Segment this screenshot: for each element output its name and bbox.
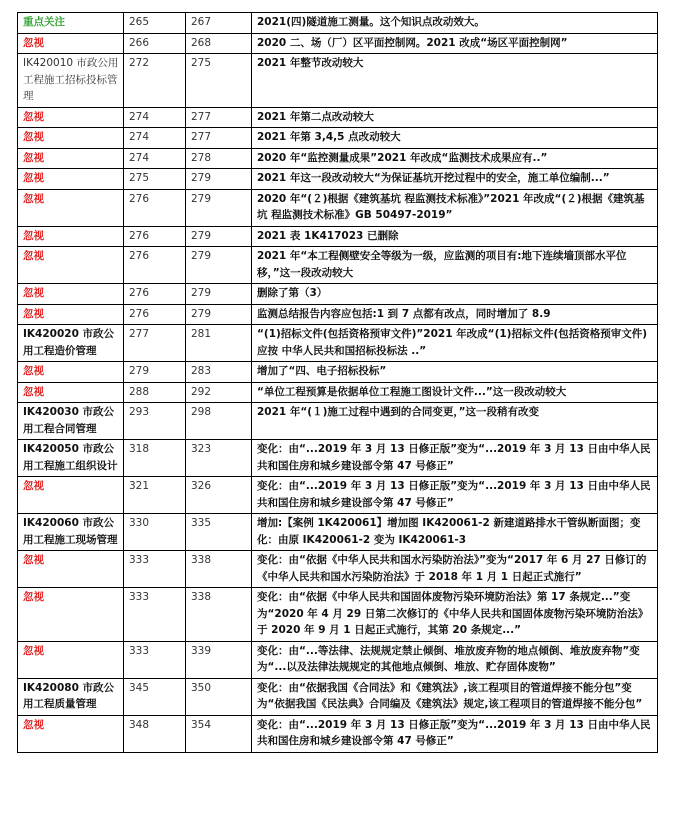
category-cell: 忽视 xyxy=(18,304,124,325)
old-page-cell: 265 xyxy=(124,13,186,34)
new-page-cell: 279 xyxy=(186,189,252,226)
table-row xyxy=(18,107,658,128)
change-description-cell: 2020 年“(２)根据《建筑基坑 程监测技术标准》”2021 年改成“(２)根据《建筑基坑 程监测技术标准》GB 50497-2019” xyxy=(252,189,658,226)
new-page-cell: 338 xyxy=(186,588,252,642)
table-row xyxy=(18,226,658,247)
category-cell: IK420010 市政公用工程施工招标投标管理 xyxy=(18,54,124,108)
old-page-cell: 276 xyxy=(124,284,186,305)
new-page-cell: 279 xyxy=(186,304,252,325)
old-page-cell: 272 xyxy=(124,54,186,108)
change-description-cell: 变化：由“依据《中华人民共和国水污染防治法》”变为“2017 年 6 月 27 日修订的《中华人民共和国水污染防治法》于 2018 年 1 月 1 日起正式施行” xyxy=(252,551,658,588)
new-page-cell: 323 xyxy=(186,440,252,477)
old-page-cell: 276 xyxy=(124,247,186,284)
old-page-cell: 274 xyxy=(124,148,186,169)
table-row xyxy=(18,13,658,34)
table-row xyxy=(18,477,658,514)
change-description-cell: 变化：由“依据我国《合同法》和《建筑法》,该工程项目的管道焊接不能分包”变为“依据我国《民法典》合同编及《建筑法》规定,该工程项目的管道焊接不能分包” xyxy=(252,678,658,715)
new-page-cell: 279 xyxy=(186,284,252,305)
change-description-cell: “单位工程预算是依据单位工程施工图设计文件...”这一段改动较大 xyxy=(252,382,658,403)
new-page-cell: 335 xyxy=(186,514,252,551)
old-page-cell: 333 xyxy=(124,641,186,678)
change-description-cell: 2020 年“监控测量成果”2021 年改成“监测技术成果应有..” xyxy=(252,148,658,169)
old-page-cell: 333 xyxy=(124,551,186,588)
new-page-cell: 354 xyxy=(186,715,252,752)
new-page-cell: 275 xyxy=(186,54,252,108)
category-cell: 忽视 xyxy=(18,551,124,588)
old-page-cell: 266 xyxy=(124,33,186,54)
change-description-cell: 2021 年第二点改动较大 xyxy=(252,107,658,128)
category-cell: 忽视 xyxy=(18,715,124,752)
category-cell: IK420050 市政公用工程施工组织设计 xyxy=(18,440,124,477)
table-row xyxy=(18,551,658,588)
new-page-cell: 277 xyxy=(186,107,252,128)
old-page-cell: 274 xyxy=(124,107,186,128)
category-cell: 忽视 xyxy=(18,588,124,642)
old-page-cell: 277 xyxy=(124,325,186,362)
old-page-cell: 345 xyxy=(124,678,186,715)
change-description-cell: 2021 年这一段改动较大“为保证基坑开挖过程中的安全，施工单位编制...” xyxy=(252,169,658,190)
table-row xyxy=(18,715,658,752)
category-cell: 忽视 xyxy=(18,382,124,403)
category-cell: 忽视 xyxy=(18,247,124,284)
change-description-cell: 变化：由“依据《中华人民共和国固体废物污染环境防治法》第 17 条规定...”变为“2020 年 4 月 29 日第二次修订的《中华人民共和国固体废物污染环境防治法》于 2020 年 9 月 1 日起正式施行，其第 20 条规定...” xyxy=(252,588,658,642)
category-cell: 忽视 xyxy=(18,33,124,54)
category-cell: IK420020 市政公用工程造价管理 xyxy=(18,325,124,362)
old-page-cell: 318 xyxy=(124,440,186,477)
old-page-cell: 274 xyxy=(124,128,186,149)
old-page-cell: 276 xyxy=(124,189,186,226)
table-row xyxy=(18,284,658,305)
new-page-cell: 279 xyxy=(186,226,252,247)
table-row xyxy=(18,128,658,149)
table-row xyxy=(18,382,658,403)
table-row xyxy=(18,304,658,325)
category-cell: 忽视 xyxy=(18,477,124,514)
table-row xyxy=(18,189,658,226)
table-row xyxy=(18,641,658,678)
category-cell: 忽视 xyxy=(18,226,124,247)
category-cell: IK420030 市政公用工程合同管理 xyxy=(18,403,124,440)
new-page-cell: 281 xyxy=(186,325,252,362)
change-description-cell: 2021(四)隧道施工测量。这个知识点改动效大。 xyxy=(252,13,658,34)
change-description-cell: 变化：由“...2019 年 3 月 13 日修正版”变为“...2019 年 3 月 13 日由中华人民共和国住房和城乡建设部令第 47 号修正” xyxy=(252,440,658,477)
table-row xyxy=(18,169,658,190)
change-description-cell: 2021 年“(１)施工过程中遇到的合同变更，”这一段稍有改变 xyxy=(252,403,658,440)
new-page-cell: 283 xyxy=(186,362,252,383)
change-description-cell: 增加了“四、电子招标投标” xyxy=(252,362,658,383)
new-page-cell: 279 xyxy=(186,169,252,190)
category-cell: 忽视 xyxy=(18,169,124,190)
category-cell: 忽视 xyxy=(18,284,124,305)
table-row xyxy=(18,403,658,440)
table-row xyxy=(18,588,658,642)
category-cell: IK420060 市政公用工程施工现场管理 xyxy=(18,514,124,551)
category-cell: 忽视 xyxy=(18,641,124,678)
new-page-cell: 339 xyxy=(186,641,252,678)
change-description-cell: 变化：由“...2019 年 3 月 13 日修正版”变为“...2019 年 3 月 13 日由中华人民共和国住房和城乡建设部令第 47 号修正” xyxy=(252,715,658,752)
new-page-cell: 298 xyxy=(186,403,252,440)
old-page-cell: 276 xyxy=(124,226,186,247)
revision-table-body xyxy=(18,13,658,753)
table-row xyxy=(18,440,658,477)
category-cell: 忽视 xyxy=(18,107,124,128)
change-description-cell: 监测总结报告内容应包括:1 到 7 点都有改点，同时增加了 8.9 xyxy=(252,304,658,325)
old-page-cell: 276 xyxy=(124,304,186,325)
change-description-cell: 2021 年第 3,4,5 点改动较大 xyxy=(252,128,658,149)
category-cell: 忽视 xyxy=(18,362,124,383)
table-row xyxy=(18,54,658,108)
new-page-cell: 279 xyxy=(186,247,252,284)
change-description-cell: 变化：由“...等法律、法规规定禁止倾倒、堆放废弃物的地点倾倒、堆放废弃物”变为“...以及法律法规规定的其他地点倾倒、堆放、贮存固体废物” xyxy=(252,641,658,678)
new-page-cell: 292 xyxy=(186,382,252,403)
new-page-cell: 338 xyxy=(186,551,252,588)
new-page-cell: 326 xyxy=(186,477,252,514)
old-page-cell: 293 xyxy=(124,403,186,440)
table-row xyxy=(18,33,658,54)
new-page-cell: 277 xyxy=(186,128,252,149)
table-row xyxy=(18,148,658,169)
new-page-cell: 278 xyxy=(186,148,252,169)
category-cell: IK420080 市政公用工程质量管理 xyxy=(18,678,124,715)
change-description-cell: “(1)招标文件(包括资格预审文件)”2021 年改成“(1)招标文件(包括资格预审文件)应按 中华人民共和国招标投标法 ..” xyxy=(252,325,658,362)
change-description-cell: 2021 表 1K417023 已删除 xyxy=(252,226,658,247)
old-page-cell: 330 xyxy=(124,514,186,551)
category-cell: 忽视 xyxy=(18,189,124,226)
table-row xyxy=(18,362,658,383)
category-cell: 忽视 xyxy=(18,128,124,149)
table-row xyxy=(18,325,658,362)
table-row xyxy=(18,514,658,551)
old-page-cell: 275 xyxy=(124,169,186,190)
table-row xyxy=(18,678,658,715)
old-page-cell: 348 xyxy=(124,715,186,752)
change-description-cell: 2020 二、场（厂）区平面控制网。2021 改成“场区平面控制网” xyxy=(252,33,658,54)
new-page-cell: 268 xyxy=(186,33,252,54)
change-description-cell: 增加:【案例 1K420061】增加图 IK420061-2 新建道路排水干管纵断面图；变化：由原 IK420061-2 变为 IK420061-3 xyxy=(252,514,658,551)
change-description-cell: 变化：由“...2019 年 3 月 13 日修正版”变为“...2019 年 3 月 13 日由中华人民共和国住房和城乡建设部令第 47 号修正” xyxy=(252,477,658,514)
old-page-cell: 279 xyxy=(124,362,186,383)
new-page-cell: 267 xyxy=(186,13,252,34)
change-description-cell: 2021 年整节改动较大 xyxy=(252,54,658,108)
old-page-cell: 321 xyxy=(124,477,186,514)
old-page-cell: 288 xyxy=(124,382,186,403)
new-page-cell: 350 xyxy=(186,678,252,715)
category-cell: 重点关注 xyxy=(18,13,124,34)
category-cell: 忽视 xyxy=(18,148,124,169)
change-description-cell: 删除了第（3） xyxy=(252,284,658,305)
revision-table xyxy=(17,12,658,753)
table-row xyxy=(18,247,658,284)
change-description-cell: 2021 年“本工程侧壁安全等级为一级，应监测的项目有:地下连续墙顶部水平位移，”这一段改动较大 xyxy=(252,247,658,284)
old-page-cell: 333 xyxy=(124,588,186,642)
